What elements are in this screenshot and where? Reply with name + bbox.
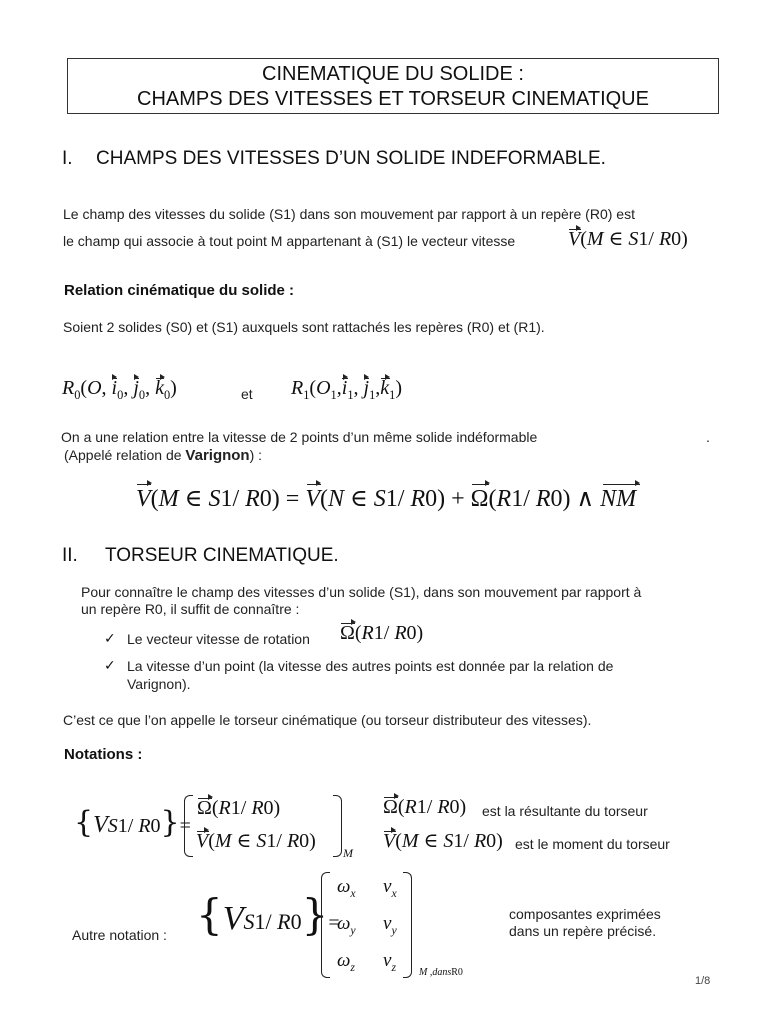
section1-paragraph-line1: Le champ des vitesses du solide (S1) dans son mouvement par rapport à un repère (R0) est	[63, 206, 635, 222]
section2-number: II.	[62, 545, 78, 566]
omega-z: $\omega_z$	[337, 950, 356, 974]
torseur-point-subscript: M	[343, 846, 353, 860]
v-z: $v_z$	[383, 950, 397, 974]
bullet-point-velocity-line1: La vitesse d’un point (la vitesse des autres points est donnée par la relation de	[127, 658, 614, 674]
varignon-stray-dot: .	[706, 429, 710, 445]
section2-paragraph-line2: un repère R0, il suffit de connaître :	[81, 601, 300, 617]
solids-statement: Soient 2 solides (S0) et (S1) auxquels sont rattachés les repères (R0) et (R1).	[63, 319, 545, 335]
varignon-formula: V(M ∈ S1/ R0) = V(N ∈ S1/ R0) + Ω(R1/ R0) ∧ NM	[136, 486, 637, 512]
torseur-right-brace	[333, 795, 342, 857]
varignon-pre: (Appelé relation de	[64, 447, 182, 463]
torseur-symbol: {VS1/ R0}=	[74, 805, 191, 840]
page-number: 1/8	[695, 975, 711, 987]
section1-number: I.	[62, 148, 73, 169]
section1-paragraph-line2: le champ qui associe à tout point M appartenant à (S1) le vecteur vitesse	[63, 233, 516, 249]
et-conjunction: et	[241, 386, 253, 402]
varignon-intro-line2	[64, 447, 262, 464]
components-subscript: M ,dansR0	[419, 967, 463, 978]
omega-x: $\omega_x$	[337, 876, 356, 900]
torseur-resultante-cell: Ω(R1/ R0)	[197, 797, 281, 819]
section2-paragraph-line1: Pour connaître le champ des vitesses d’un solide (S1), dans son mouvement par rapport à	[81, 584, 642, 600]
moment-formula: V(M ∈ S1/ R0)	[383, 830, 503, 852]
v-y: $v_y$	[383, 913, 397, 937]
bullet-point-velocity-line2: Varignon).	[127, 676, 191, 692]
composantes-line2: dans un repère précisé.	[509, 923, 657, 939]
rotation-vector-formula: Ω(R1/ R0)	[340, 622, 424, 644]
composantes-line1: composantes exprimées	[509, 906, 661, 922]
frame-r0-formula: $R_0(O$, $i_0$, $j_0$, $k_0$)	[62, 377, 177, 402]
torseur-moment-cell: V(M ∈ S1/ R0)	[196, 830, 316, 852]
section2-heading: TORSEUR CINEMATIQUE.	[105, 545, 339, 566]
checkmark-icon: ✓	[104, 630, 116, 646]
document-title-line1: CINEMATIQUE DU SOLIDE :	[262, 63, 524, 85]
relation-title: Relation cinématique du solide :	[64, 282, 295, 299]
components-left-brace	[321, 872, 330, 978]
autre-notation-label: Autre notation :	[72, 927, 167, 943]
moment-description: est le moment du torseur	[515, 836, 670, 852]
torseur-symbol-alt: {VS1/ R0}=	[196, 890, 340, 939]
document-title-box	[67, 58, 719, 114]
document-title-line2: CHAMPS DES VITESSES ET TORSEUR CINEMATIQUE	[137, 88, 649, 110]
torseur-left-brace	[184, 795, 193, 857]
v-x: $v_x$	[383, 876, 397, 900]
components-right-brace	[403, 872, 412, 978]
torseur-definition: C’est ce que l’on appelle le torseur cinématique (ou torseur distributeur des vitesses).	[63, 712, 592, 728]
frame-r1-formula: $R_1(O_1,i_1$, $j_1,k_1$)	[291, 377, 403, 402]
checkmark-icon: ✓	[104, 657, 116, 673]
notations-title: Notations :	[64, 746, 143, 763]
resultante-formula: Ω(R1/ R0)	[383, 796, 467, 818]
omega-y: $\omega_y$	[337, 913, 356, 937]
bullet-rotation-vector: Le vecteur vitesse de rotation	[127, 631, 310, 647]
varignon-intro-line1: On a une relation entre la vitesse de 2 points d’un même solide indéformable	[61, 429, 538, 445]
velocity-formula-inline: V(M ∈ S1/ R0)	[568, 228, 688, 250]
varignon-name: Varignon	[185, 447, 250, 464]
section1-heading: CHAMPS DES VITESSES D’UN SOLIDE INDEFORMABLE.	[96, 148, 606, 169]
resultante-description: est la résultante du torseur	[482, 803, 648, 819]
varignon-post: ) :	[249, 447, 263, 463]
